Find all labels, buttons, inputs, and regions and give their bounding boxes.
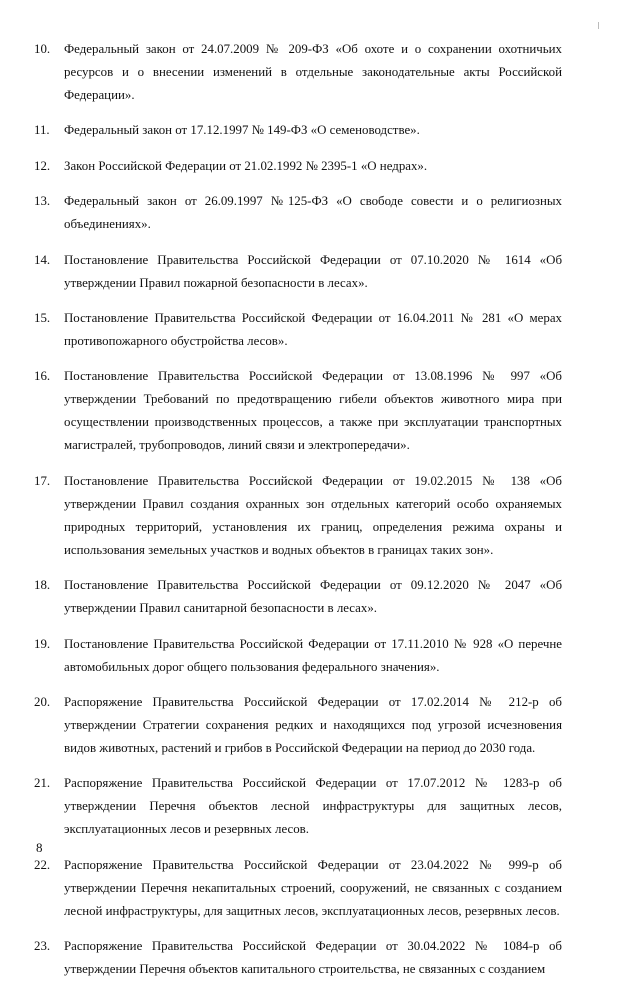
item-text: Федеральный закон от 26.09.1997 №125-ФЗ «О свободе совести и о религиозных объединениях». — [64, 194, 562, 232]
item-number: 21. — [34, 776, 51, 791]
item-number: 23. — [34, 939, 51, 954]
item-text: Федеральный закон от 24.07.2009 № 209-ФЗ «Об охоте и о сохранении охотничьих ресурсов и о внесении изменений в отдельные законодательные акты Российской Федерации». — [64, 42, 562, 102]
list-item — [34, 470, 562, 562]
item-text: Федеральный закон от 17.12.1997 № 149-ФЗ «О семеноводстве». — [64, 123, 420, 138]
item-number: 15. — [34, 310, 51, 325]
item-text: Постановление Правительства Российской Федерации от 19.02.2015 № 138 «Об утверждении Правил создания охранных зон отдельных категорий особо охраняемых природных территорий, установления их границ, определения режима охраны и использования земельных участков и водных объектов в границах таких зон». — [64, 473, 562, 557]
item-text: Распоряжение Правительства Российской Федерации от 30.04.2022 № 1084-р об утверждении Перечня объектов капитального строительства, не связанных с созданием — [64, 939, 562, 977]
item-number: 22. — [34, 857, 51, 872]
item-text: Постановление Правительства Российской Федерации от 17.11.2010 № 928 «О перечне автомобильных дорог общего пользования федерального значения». — [64, 636, 562, 674]
item-text: Распоряжение Правительства Российской Федерации от 17.02.2014 № 212-р об утверждении Стратегии сохранения редких и находящихся под угрозой исчезновения видов животных, растений и грибов в Российской Федерации на период до 2030 года. — [64, 694, 562, 755]
item-number: 17. — [34, 473, 51, 488]
list-item — [34, 307, 562, 353]
item-text: Постановление Правительства Российской Федерации от 07.10.2020 № 1614 «Об утверждении Правил пожарной безопасности в лесах». — [64, 252, 562, 290]
list-item — [34, 38, 562, 107]
item-text: Постановление Правительства Российской Федерации от 13.08.1996 № 997 «Об утверждении Требований по предотвращению гибели объектов животного мира при осуществлении производственных процессов, а также при эксплуатации транспортных магистралей, трубопроводов, линий связи и электропередачи». — [64, 369, 562, 453]
item-text: Распоряжение Правительства Российской Федерации от 17.07.2012 № 1283-р об утверждении Перечня объектов лесной инфраструктуры для защитных лесов, эксплуатационных лесов и резервных лесов. — [64, 776, 562, 837]
page-number: 8 — [36, 840, 43, 855]
item-text: Постановление Правительства Российской Федерации от 09.12.2020 № 2047 «Об утверждении Правил санитарной безопасности в лесах». — [64, 578, 562, 616]
item-number: 11. — [34, 123, 50, 138]
item-number: 20. — [34, 694, 51, 709]
item-number: 19. — [34, 636, 51, 651]
item-number: 18. — [34, 578, 51, 593]
list-item — [34, 365, 562, 457]
scan-mark — [598, 22, 599, 29]
list-item — [34, 854, 562, 923]
list-item — [34, 574, 562, 620]
item-number: 16. — [34, 369, 51, 384]
item-number: 14. — [34, 252, 51, 267]
item-text: Постановление Правительства Российской Федерации от 16.04.2011 № 281 «О мерах противопожарного обустройства лесов». — [64, 310, 562, 348]
item-number: 10. — [34, 42, 51, 56]
list-item — [34, 249, 562, 295]
legal-acts-list — [34, 38, 562, 993]
item-text: Распоряжение Правительства Российской Федерации от 23.04.2022 № 999-р об утверждении Перечня некапитальных строений, сооружений, не связанных с созданием лесной инфраструктуры, для защитных лесов, эксплуатационных лесов, резервных лесов. — [64, 857, 562, 918]
list-item — [34, 772, 562, 841]
item-number: 12. — [34, 158, 51, 173]
list-item — [34, 119, 562, 142]
list-item — [34, 155, 562, 178]
list-item — [34, 691, 562, 760]
item-number: 13. — [34, 194, 51, 209]
list-item — [34, 190, 562, 236]
list-item — [34, 935, 562, 981]
list-item — [34, 633, 562, 679]
item-text: Закон Российской Федерации от 21.02.1992 № 2395-1 «О недрах». — [64, 158, 428, 173]
